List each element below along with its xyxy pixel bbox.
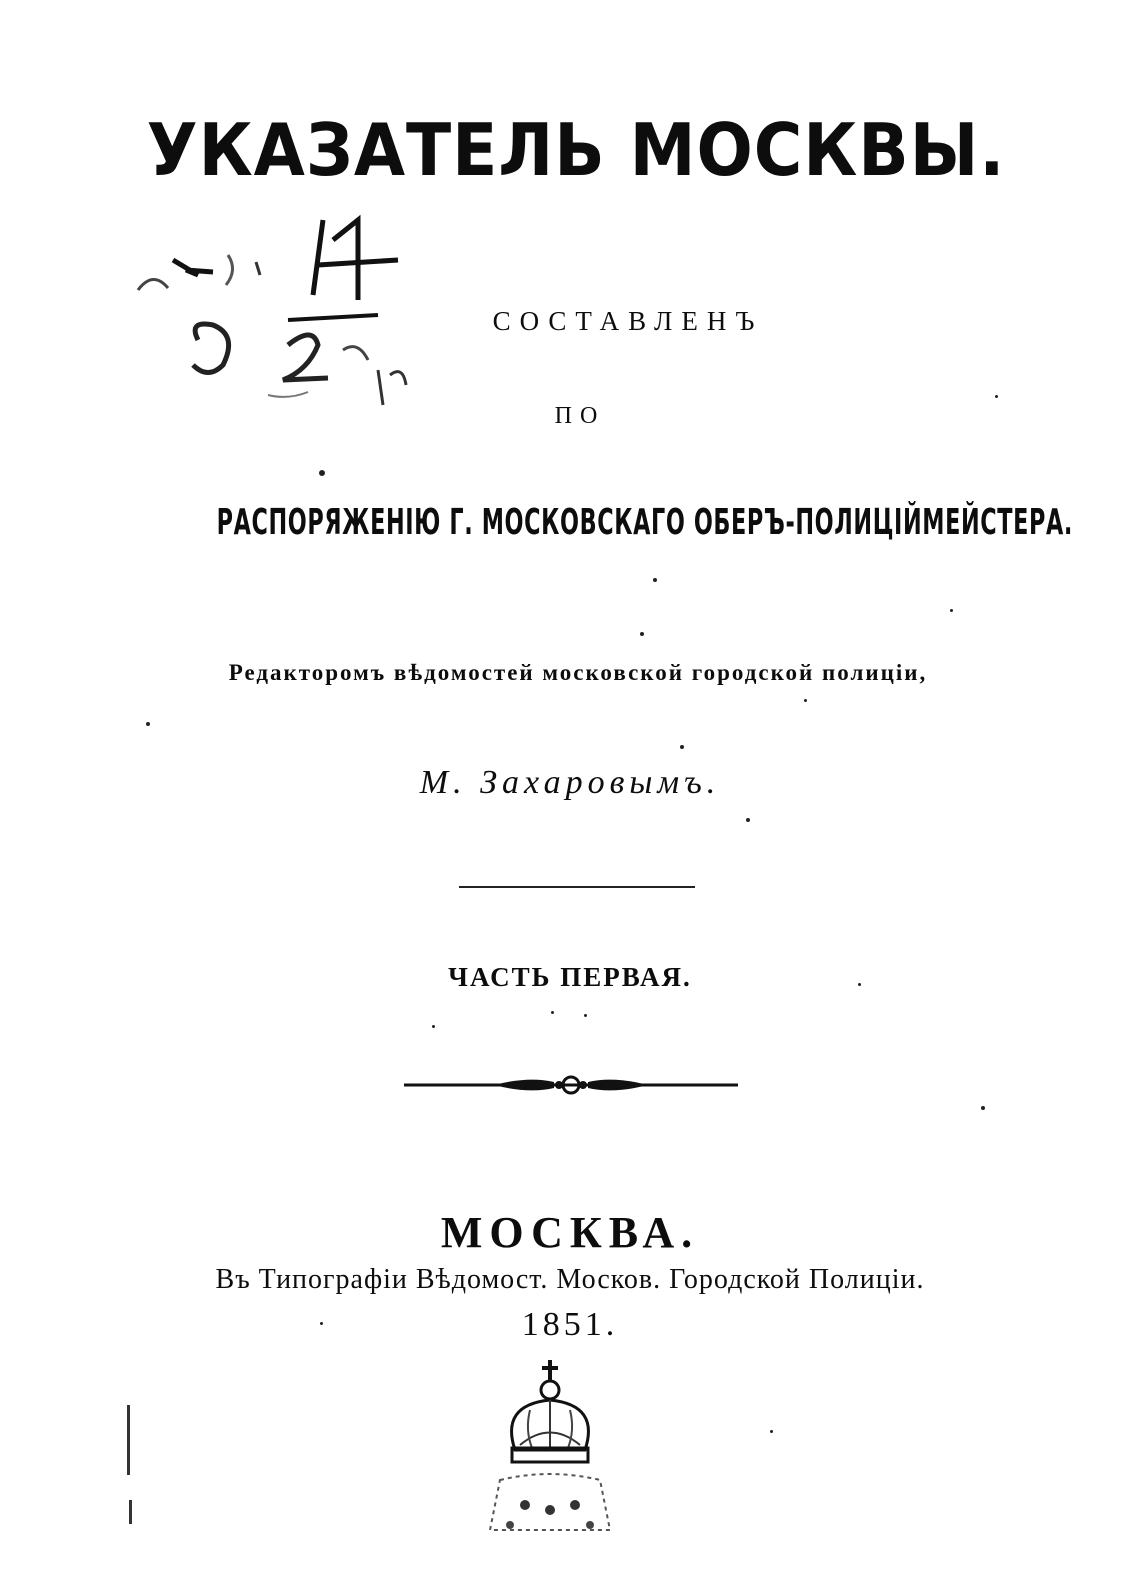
order-line: РАСПОРЯЖЕНІЮ Г. МОСКОВСКАГО ОБЕРЪ-ПОЛИЦІЙМЕЙСТЕРА.	[216, 502, 1073, 543]
crown-vignette-icon	[470, 1360, 660, 1540]
imprint-press: Въ Типографіи Вѣдомост. Москов. Городской Полиціи.	[215, 1264, 925, 1295]
speck	[770, 1430, 773, 1433]
composed-by-label: СОСТАВЛЕНЪ	[492, 306, 764, 336]
by-label: ПО	[554, 403, 606, 429]
speck	[950, 609, 953, 612]
book-title: УКАЗАТЕЛЬ МОСКВЫ.	[146, 108, 1006, 192]
speck	[551, 1011, 554, 1014]
ornamental-rule-icon	[404, 1070, 738, 1100]
part-label: ЧАСТЬ ПЕРВАЯ.	[448, 962, 692, 992]
speck	[640, 632, 644, 636]
speck	[653, 578, 657, 582]
speck	[432, 1025, 435, 1028]
imprint-year: 1851.	[521, 1306, 619, 1343]
margin-mark	[127, 1405, 130, 1475]
speck	[320, 1322, 323, 1325]
margin-mark	[129, 1500, 132, 1524]
divider-rule	[459, 886, 695, 888]
speck	[319, 470, 325, 476]
speck	[146, 722, 150, 726]
speck	[680, 745, 684, 749]
imprint-city: МОСКВА.	[440, 1208, 700, 1257]
speck	[995, 395, 998, 398]
speck	[858, 983, 861, 986]
author-name: М. Захаровымъ.	[419, 764, 721, 801]
speck	[804, 699, 807, 702]
speck	[981, 1106, 985, 1110]
speck	[584, 1014, 587, 1017]
speck	[746, 818, 750, 822]
editor-line: Редакторомъ вѣдомостей московской городской полиціи,	[228, 660, 928, 685]
